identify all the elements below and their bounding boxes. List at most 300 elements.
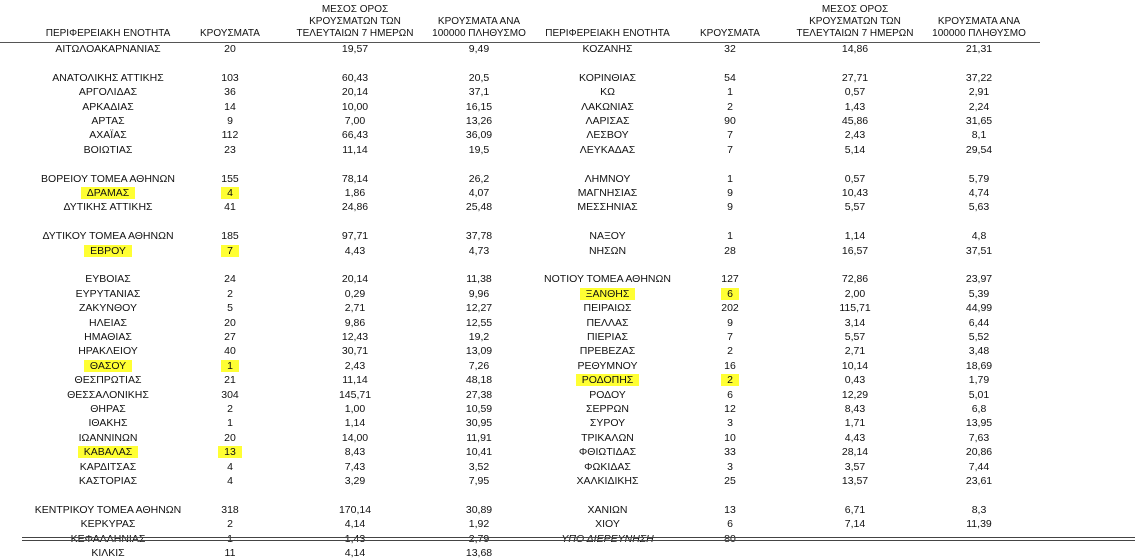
cases-value: 1 [221,360,239,372]
cell-cases [190,229,270,243]
cell-avg [790,229,920,243]
table-row [540,402,1040,416]
table-spacer-row [540,488,1040,502]
cell-region [8,287,208,301]
cell-per100k [420,71,538,85]
avg-value: 72,86 [841,273,869,286]
cell-per100k [420,474,538,488]
per100k-value: 6,44 [968,316,990,329]
cell-cases [190,431,270,445]
avg-value: 28,14 [841,446,869,459]
per100k-value: 3,52 [468,460,490,473]
table-row [0,128,540,142]
table-row [540,431,1040,445]
avg-value: 19,57 [341,43,369,55]
table-row [540,301,1040,315]
avg-value: 4,14 [344,547,366,559]
cell-avg [290,517,420,531]
avg-value: 14,00 [341,431,369,444]
header-avg [290,4,420,40]
table-row [0,316,540,330]
cases-value: 127 [721,273,739,286]
region-value: ΙΩΑΝΝΙΝΩΝ [78,431,138,444]
per100k-value: 26,2 [468,172,490,185]
table-row [540,172,1040,186]
cell-per100k [920,445,1038,459]
per100k-value: 44,99 [965,302,993,315]
header-region-label: ΠΕΡΙΦΕΡΕΙΑΚΗ ΕΝΟΤΗΤΑ [45,28,171,39]
table-row [540,272,1040,286]
avg-value: 0,57 [844,172,866,185]
table-row [0,517,540,531]
region-value: ΚΑΡΔΙΤΣΑΣ [79,460,137,473]
cell-avg [790,402,920,416]
cell-avg [290,316,420,330]
avg-value: 170,14 [338,503,372,516]
cell-cases [690,431,770,445]
per100k-value: 20,86 [965,446,993,459]
per100k-value: 9,49 [468,43,490,55]
region-value: ΣΕΡΡΩΝ [586,403,629,415]
cell-per100k [420,143,538,157]
cases-value: 5 [227,302,233,315]
table-row [540,287,1040,301]
cell-cases [190,272,270,286]
cell-per100k [920,316,1038,330]
table-spacer-row [540,215,1040,229]
cell-cases [690,474,770,488]
table-spacer-row [0,157,540,171]
header-cases-label: ΚΡΟΥΣΜΑΤΑ [700,28,760,39]
cell-avg [290,344,420,358]
cell-avg [790,71,920,85]
region-value: ΙΘΑΚΗΣ [88,417,128,430]
table-row [540,344,1040,358]
header-avg-line1: ΜΕΣΟΣ ΟΡΟΣ [321,4,389,15]
region-value: ΑΝΑΤΟΛΙΚΗΣ ΑΤΤΙΚΗΣ [52,71,164,84]
cell-cases [690,344,770,358]
region-value: ΥΠΟ ΔΙΕΡΕΥΝΗΣΗ [561,532,654,545]
cell-per100k [920,460,1038,474]
region-value: ΛΕΣΒΟΥ [586,129,629,142]
cases-value: 4 [227,460,233,473]
cell-cases [190,200,270,214]
table-row [540,330,1040,344]
per100k-value: 12,27 [465,302,493,315]
avg-value: 13,57 [841,475,869,487]
cases-value: 2 [727,100,733,113]
header-per100k-line1: ΚΡΟΥΣΜΑΤΑ ΑΝΑ [937,16,1021,27]
avg-value: 4,43 [344,244,366,257]
table-bottom-border [22,537,1135,541]
cell-avg [790,186,920,200]
avg-value: 0,43 [844,374,866,387]
region-value: ΡΕΘΥΜΝΟΥ [577,359,638,372]
avg-value: 1,86 [344,187,366,199]
cases-value: 11 [224,547,236,559]
cell-per100k [420,85,538,99]
cell-avg [790,474,920,488]
region-value: ΔΥΤΙΚΟΥ ΤΟΜΕΑ ΑΘΗΝΩΝ [42,230,174,243]
cell-cases [690,316,770,330]
cases-value: 2 [721,374,739,386]
table-row [540,100,1040,114]
table-row [540,114,1040,128]
cell-region [8,128,208,142]
cell-per100k [420,546,538,560]
avg-value: 1,43 [344,532,366,545]
cell-avg [290,402,420,416]
cases-value: 1 [227,532,233,545]
cell-region [8,330,208,344]
cases-value: 3 [727,417,733,430]
cell-cases [190,373,270,387]
per100k-value: 10,41 [465,446,493,459]
avg-value: 78,14 [341,172,369,185]
cell-region [8,272,208,286]
cell-avg [290,301,420,315]
per100k-value: 18,69 [965,359,993,372]
cell-avg [290,100,420,114]
avg-value: 27,71 [841,71,869,84]
cases-value: 20 [224,316,236,329]
cell-region [540,71,675,85]
cases-value: 202 [721,302,739,315]
cell-cases [190,244,270,258]
region-value: ΜΕΣΣΗΝΙΑΣ [577,201,638,214]
cell-cases [190,287,270,301]
cell-cases [190,517,270,531]
avg-value: 2,43 [844,129,866,142]
region-value: ΑΧΑΪΑΣ [89,129,127,142]
cases-value: 6 [721,288,739,300]
avg-value: 4,14 [344,518,366,531]
cell-region [540,416,675,430]
cell-avg [290,186,420,200]
avg-value: 14,86 [841,43,869,55]
avg-value: 5,57 [844,331,866,343]
region-value: ΕΥΡΥΤΑΝΙΑΣ [75,287,141,300]
cases-value: 7 [221,245,239,257]
per100k-value: 11,39 [966,518,992,531]
table-row [540,359,1040,373]
cell-cases [190,546,270,560]
per100k-value: 8,1 [971,129,987,142]
header-per100k-line2: 100000 ΠΛΗΘΥΣΜΟ [932,28,1026,39]
cell-cases [690,388,770,402]
table-row [540,143,1040,157]
table-row [0,143,540,157]
cell-per100k [920,85,1038,99]
cell-avg [290,503,420,517]
cell-cases [690,143,770,157]
table-row [0,402,540,416]
per100k-value: 30,89 [465,503,493,516]
cell-per100k [420,301,538,315]
cell-cases [190,474,270,488]
per100k-value: 5,39 [968,287,990,300]
avg-value: 145,71 [338,388,372,401]
cell-region [540,517,675,531]
cell-cases [190,100,270,114]
header-avg-line3: ΤΕΛΕΥΤΑΙΩΝ 7 ΗΜΕΡΩΝ [296,28,414,39]
cell-region [8,359,208,373]
cell-avg [790,114,920,128]
per100k-value: 13,09 [465,345,493,358]
region-value: ΚΑΒΑΛΑΣ [78,446,139,458]
region-value: ΚΩ [600,86,615,99]
table-row [540,445,1040,459]
cell-region [540,359,675,373]
cell-region [540,229,675,243]
per100k-value: 7,44 [968,460,990,473]
table-spacer-row [0,215,540,229]
table-row [0,416,540,430]
per100k-value: 37,1 [468,86,490,99]
table-row [0,71,540,85]
cell-avg [290,71,420,85]
cases-value: 7 [727,129,733,142]
cell-per100k [420,388,538,402]
table-row [0,344,540,358]
per100k-value: 1,79 [968,374,990,387]
cell-per100k [920,431,1038,445]
table-row [540,517,1040,531]
table-row [0,373,540,387]
avg-value: 115,71 [839,302,871,315]
cases-value: 7 [727,331,733,343]
region-value: ΝΗΣΩΝ [588,244,627,257]
avg-value: 1,14 [844,230,866,243]
per100k-value: 36,09 [465,129,493,142]
cell-avg [790,316,920,330]
region-value: ΗΜΑΘΙΑΣ [84,331,132,343]
avg-value: 0,29 [344,287,366,300]
cell-cases [690,287,770,301]
region-value: ΚΕΡΚΥΡΑΣ [80,518,136,531]
cell-cases [190,445,270,459]
cell-per100k [420,128,538,142]
cell-region [8,114,208,128]
table-row [0,186,540,200]
per100k-value: 37,22 [965,71,993,84]
table-row [0,546,540,560]
table-row [0,287,540,301]
cell-cases [690,402,770,416]
cell-per100k [920,388,1038,402]
cell-cases [190,301,270,315]
avg-value: 3,14 [844,316,866,329]
cell-per100k [420,114,538,128]
cell-region [540,431,675,445]
cases-value: 4 [221,187,239,199]
cell-cases [690,359,770,373]
avg-value: 1,71 [844,417,866,430]
cell-per100k [920,272,1038,286]
cell-avg [290,373,420,387]
cell-cases [190,330,270,344]
cases-value: 27 [224,331,236,343]
cell-cases [190,143,270,157]
cell-avg [290,128,420,142]
cell-per100k [920,301,1038,315]
region-value: ΠΕΙΡΑΙΩΣ [583,302,632,315]
cell-avg [290,143,420,157]
cell-per100k [920,100,1038,114]
cell-per100k [920,517,1038,531]
cell-avg [790,330,920,344]
cases-value: 28 [724,244,736,257]
region-value: ΘΗΡΑΣ [90,403,126,415]
cell-region [540,85,675,99]
cases-value: 80 [724,532,736,545]
cell-cases [690,373,770,387]
cell-region [8,503,208,517]
cases-value: 155 [221,172,239,185]
per100k-value: 7,63 [968,431,990,444]
per100k-value: 29,54 [965,143,993,156]
cell-avg [790,85,920,99]
table-row [0,474,540,488]
cases-value: 24 [224,273,236,286]
cases-value: 10 [724,431,736,444]
cell-avg [790,344,920,358]
region-value: ΜΑΓΝΗΣΙΑΣ [577,187,638,199]
cell-cases [690,71,770,85]
avg-value: 66,43 [341,129,369,142]
table-spacer-row [540,157,1040,171]
cell-per100k [420,373,538,387]
cell-per100k [420,42,538,56]
table-row [0,200,540,214]
cases-value: 6 [727,388,733,401]
cell-avg [290,546,420,560]
avg-value: 9,86 [344,316,366,329]
per100k-value: 4,74 [968,187,990,199]
cell-region [540,272,675,286]
cell-avg [290,330,420,344]
per100k-value: 13,95 [965,417,993,430]
cell-region [540,373,675,387]
header-per100k [420,16,538,40]
region-value: ΔΥΤΙΚΗΣ ΑΤΤΙΚΗΣ [63,201,153,214]
avg-value: 60,43 [341,71,369,84]
cell-per100k [920,128,1038,142]
cases-value: 9 [227,115,233,127]
cell-avg [790,445,920,459]
avg-value: 5,14 [844,143,866,156]
cell-per100k [420,316,538,330]
cell-avg [790,42,920,56]
cell-cases [690,85,770,99]
cell-per100k [420,186,538,200]
cell-per100k [920,330,1038,344]
avg-value: 4,43 [844,431,866,444]
cases-value: 2 [727,345,733,358]
region-value: ΡΟΔΟΠΗΣ [576,374,640,386]
cases-value: 20 [224,43,236,55]
cell-region [540,503,675,517]
table-row [0,244,540,258]
per100k-value: 31,65 [965,115,993,127]
avg-value: 7,43 [344,460,366,473]
avg-value: 3,29 [344,475,366,487]
cell-region [540,344,675,358]
avg-value: 5,57 [844,201,866,214]
avg-value: 3,57 [844,460,866,473]
cell-region [8,445,208,459]
cell-region [540,445,675,459]
cases-value: 32 [724,43,736,55]
region-value: ΛΑΚΩΝΙΑΣ [581,100,634,113]
cell-avg [290,85,420,99]
cell-avg [790,460,920,474]
cell-region [540,128,675,142]
table-row [0,272,540,286]
region-value: ΧΙΟΥ [595,518,620,531]
cell-avg [290,359,420,373]
per100k-value: 7,95 [468,475,490,487]
table-row [540,42,1040,56]
region-value: ΞΑΝΘΗΣ [580,288,636,300]
avg-value: 11,14 [342,143,368,156]
cell-region [8,42,208,56]
cell-cases [690,172,770,186]
per100k-value: 19,5 [468,143,490,156]
region-value: ΧΑΛΚΙΔΙΚΗΣ [576,475,639,487]
per100k-value: 6,8 [971,403,987,415]
region-value: ΛΕΥΚΑΔΑΣ [579,143,636,156]
avg-value: 6,71 [844,503,866,516]
cell-cases [690,517,770,531]
table-row [540,244,1040,258]
cases-value: 12 [724,403,736,415]
cell-cases [190,42,270,56]
cell-per100k [920,42,1038,56]
cell-per100k [920,344,1038,358]
per100k-value: 25,48 [465,201,493,214]
region-value: ΡΟΔΟΥ [589,388,626,401]
cases-value: 40 [224,345,236,358]
table-row [0,42,540,56]
cell-avg [790,128,920,142]
avg-value: 1,00 [344,403,366,415]
cell-avg [290,172,420,186]
avg-value: 2,71 [344,302,366,315]
cell-cases [190,344,270,358]
table-row [0,431,540,445]
cell-per100k [920,359,1038,373]
table-row [540,128,1040,142]
header-region [28,28,188,40]
region-value: ΣΥΡΟΥ [589,417,626,430]
cell-cases [690,445,770,459]
cell-cases [690,42,770,56]
cell-cases [690,301,770,315]
avg-value: 11,14 [342,374,368,387]
cases-value: 16 [724,359,736,372]
cell-avg [290,388,420,402]
table-row [540,388,1040,402]
per100k-value: 16,15 [465,100,493,113]
region-value: ΦΩΚΙΔΑΣ [584,460,631,473]
per100k-value: 23,97 [965,273,993,286]
region-value: ΚΟΡΙΝΘΙΑΣ [579,71,636,84]
region-value: ΗΡΑΚΛΕΙΟΥ [78,345,138,358]
cell-region [8,85,208,99]
cell-cases [690,128,770,142]
cases-value: 7 [727,143,733,156]
